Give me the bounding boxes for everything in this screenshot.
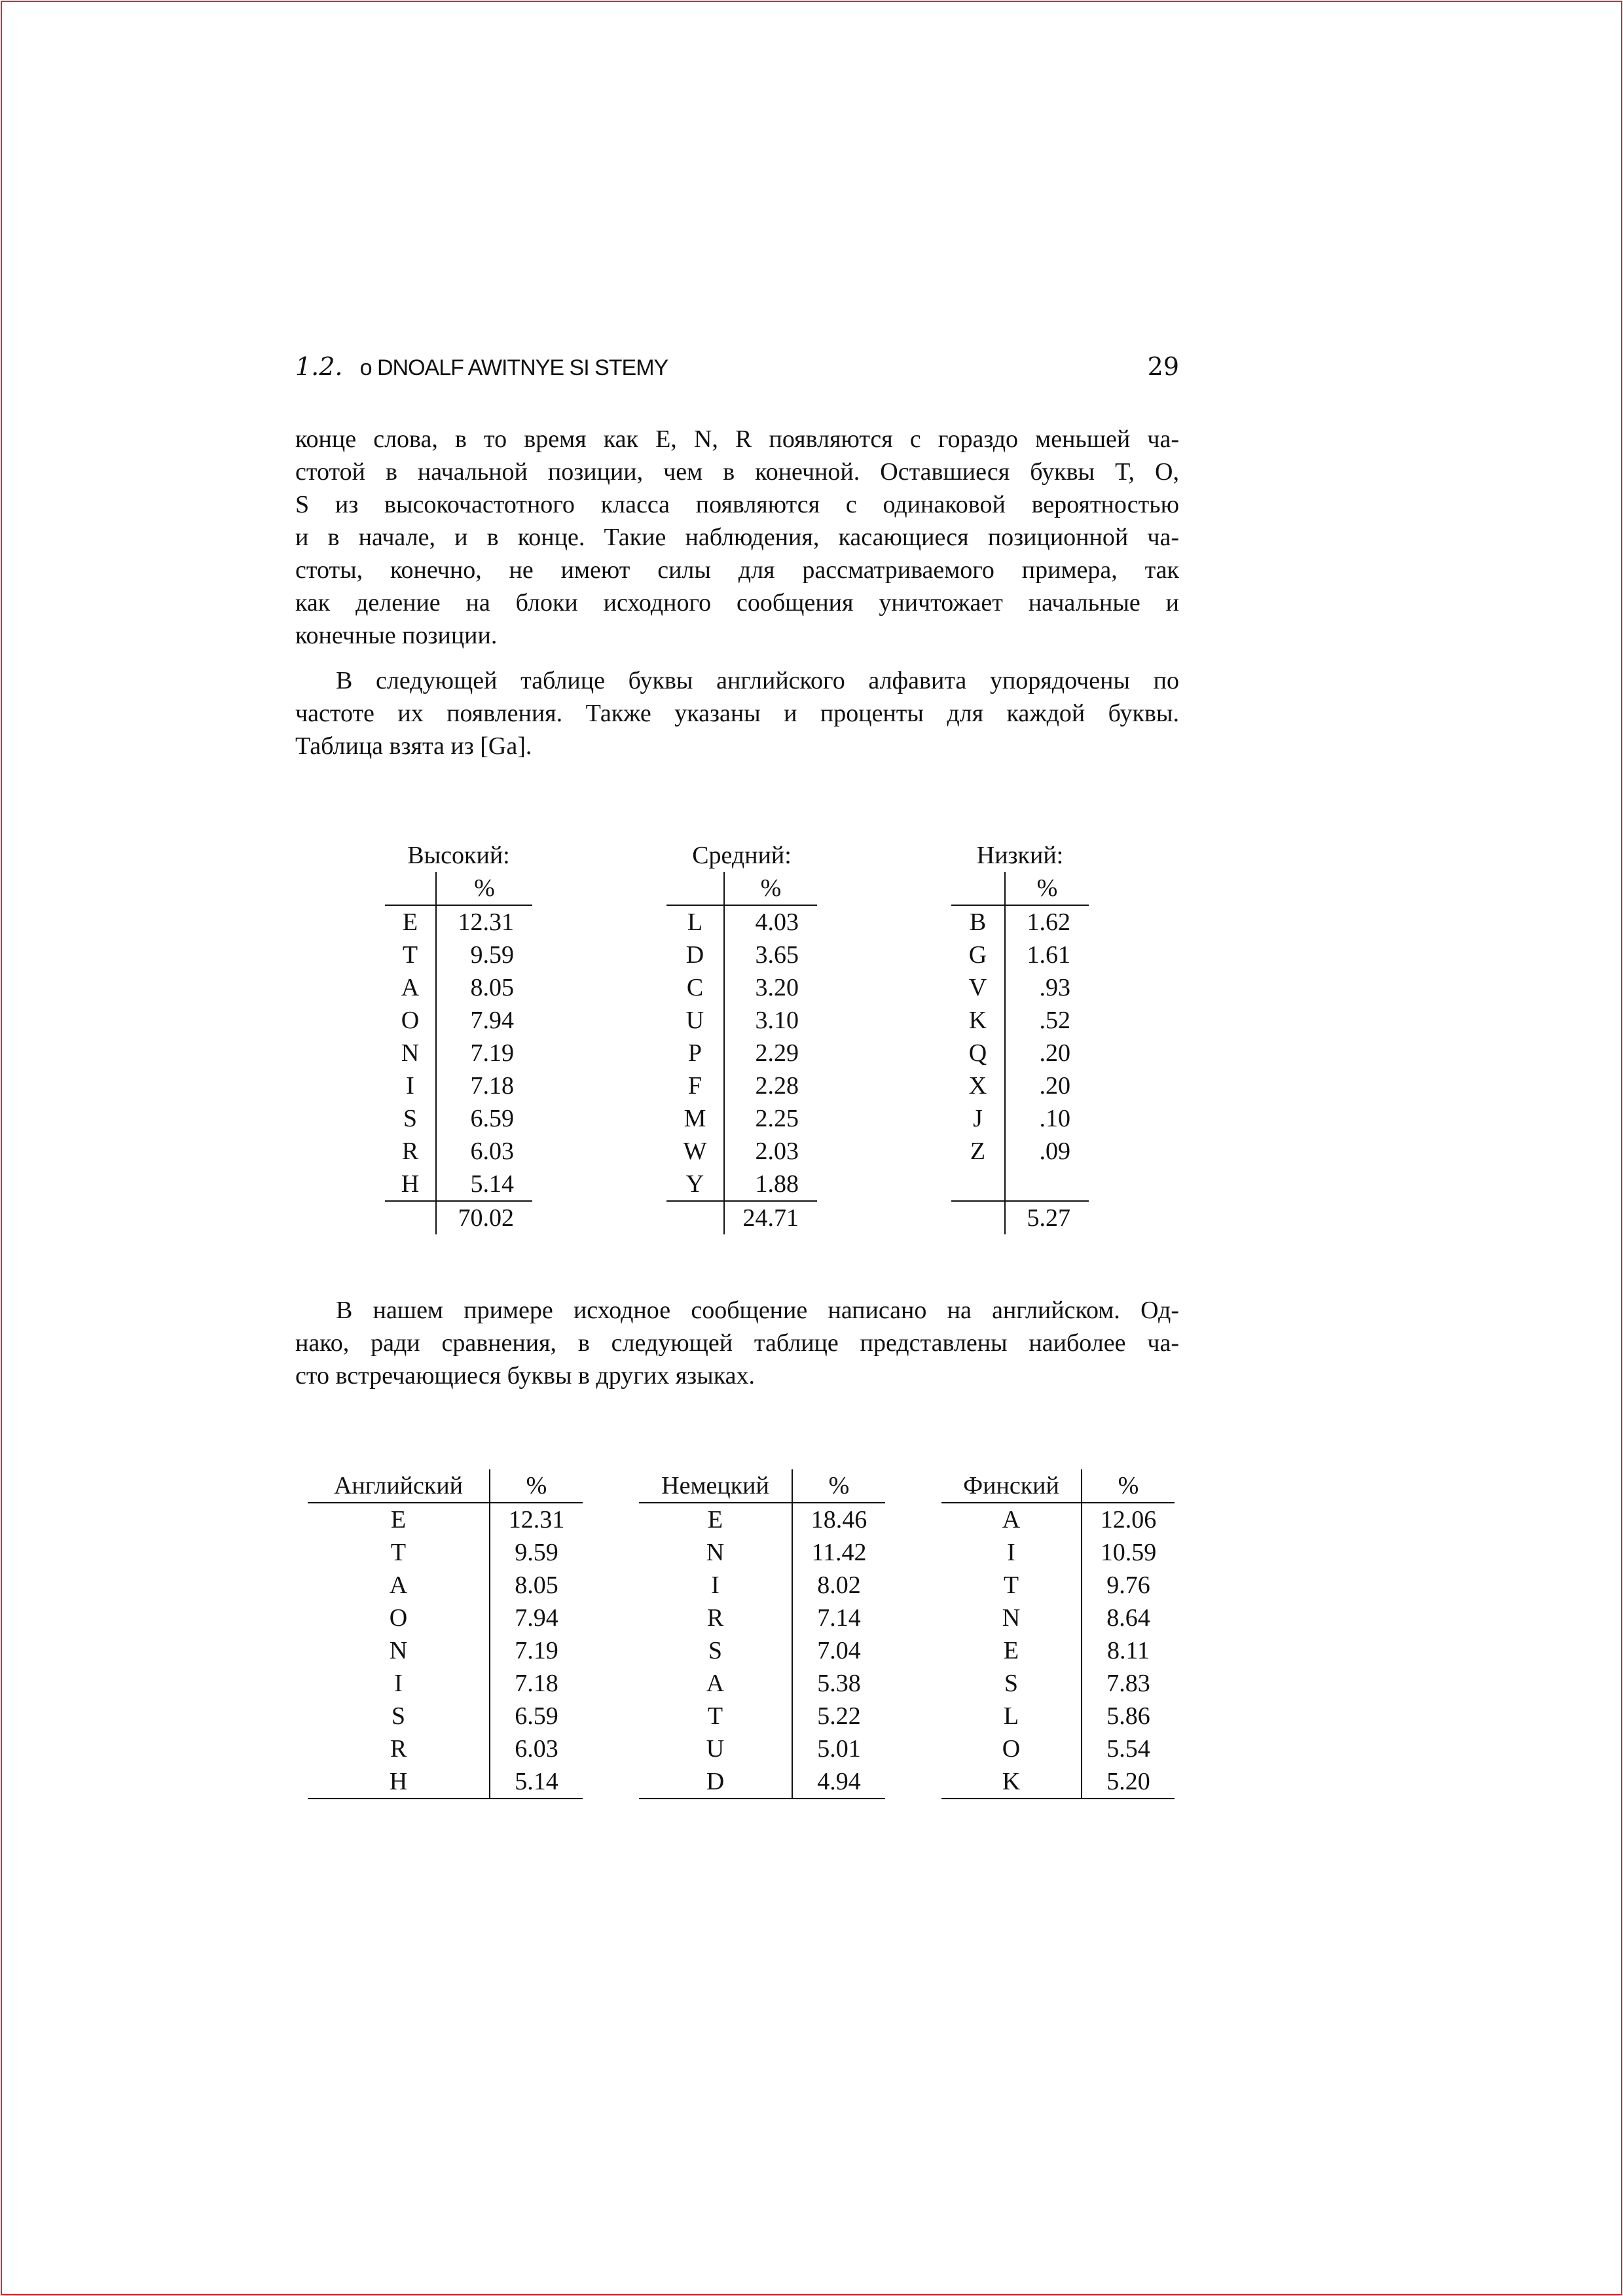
- letter-cell: N: [639, 1536, 792, 1569]
- letter-cell: R: [385, 1135, 436, 1168]
- value-cell: 11.42: [811, 1539, 867, 1566]
- table-row: [941, 1569, 1175, 1602]
- table-row: [639, 1602, 885, 1634]
- letter-cell: D: [639, 1765, 792, 1799]
- letter-cell: I: [385, 1069, 436, 1102]
- table-row: [639, 1569, 885, 1602]
- letter-cell: T: [308, 1536, 490, 1569]
- value-cell: 5.14: [436, 1168, 532, 1201]
- letter-cell: S: [639, 1634, 792, 1667]
- value-cell: 9.76: [1106, 1571, 1150, 1599]
- letter-cell: C: [666, 971, 724, 1004]
- table-row: [639, 1634, 885, 1667]
- letter-cell: L: [941, 1700, 1082, 1732]
- language-header: Финский: [941, 1469, 1082, 1503]
- table-row: [308, 1667, 583, 1700]
- paragraph-1: [295, 423, 1179, 652]
- value-cell: 12.31: [458, 908, 514, 936]
- table-row: [941, 1634, 1175, 1667]
- table-caption: Низкий:: [976, 842, 1064, 869]
- letter-cell: P: [666, 1037, 724, 1069]
- value-cell: 5.14: [490, 1765, 583, 1799]
- letter-cell: X: [951, 1069, 1005, 1102]
- value-cell: .20: [1039, 1039, 1070, 1067]
- value-cell: 7.94: [470, 1007, 514, 1034]
- percent-header: %: [724, 872, 817, 905]
- table-row: [639, 1765, 885, 1799]
- letter-cell: E: [385, 905, 436, 939]
- text-line: как деление на блоки исходного сообщения уничтожает начальные и: [295, 589, 1179, 617]
- letter-cell: H: [308, 1765, 490, 1799]
- value-cell: 2.25: [755, 1105, 799, 1132]
- value-cell: [1005, 1168, 1089, 1201]
- letter-cell: M: [666, 1102, 724, 1135]
- value-cell: 1.62: [1027, 908, 1070, 936]
- value-cell: 5.54: [1106, 1735, 1150, 1763]
- text-line: В нашем примере исходное сообщение написано на английском. Од-: [336, 1297, 1179, 1324]
- letter-cell: E: [308, 1503, 490, 1536]
- text-line: конечные позиции.: [295, 622, 498, 649]
- table-row: [308, 1634, 583, 1667]
- letter-cell: A: [639, 1667, 792, 1700]
- letter-cell: T: [385, 939, 436, 971]
- letter-cell: A: [308, 1569, 490, 1602]
- value-cell: 3.65: [755, 941, 799, 969]
- letter-cell: Z: [951, 1135, 1005, 1168]
- percent-header: %: [436, 872, 532, 905]
- table-row: [639, 1667, 885, 1700]
- value-cell: 4.94: [792, 1765, 885, 1799]
- letter-cell: K: [951, 1004, 1005, 1037]
- value-cell: 7.19: [470, 1039, 514, 1067]
- value-cell: 12.06: [1100, 1506, 1157, 1534]
- table-row: [639, 1503, 885, 1536]
- paragraph-2: [295, 664, 1179, 762]
- value-cell: 6.03: [470, 1138, 514, 1165]
- percent-header: %: [792, 1469, 885, 1503]
- letter-cell: N: [941, 1602, 1082, 1634]
- table-caption: Средний:: [692, 842, 792, 869]
- table-row: [639, 1536, 885, 1569]
- letter-cell: L: [666, 905, 724, 939]
- english-table: [308, 1469, 583, 1799]
- value-cell: 7.94: [515, 1604, 558, 1632]
- letter-cell: U: [639, 1732, 792, 1765]
- value-cell: 4.03: [755, 908, 799, 936]
- letter-cell: N: [385, 1037, 436, 1069]
- value-cell: 7.18: [515, 1670, 558, 1697]
- value-cell: 6.03: [515, 1735, 558, 1763]
- value-cell: 7.83: [1106, 1670, 1150, 1697]
- letter-cell: E: [639, 1503, 792, 1536]
- letter-cell: [951, 1168, 1005, 1201]
- value-cell: 7.18: [470, 1072, 514, 1100]
- letter-cell: G: [951, 939, 1005, 971]
- letter-cell: R: [308, 1732, 490, 1765]
- letter-cell: S: [385, 1102, 436, 1135]
- value-cell: 5.01: [817, 1735, 861, 1763]
- value-cell: 5.38: [817, 1670, 861, 1697]
- value-cell: 12.31: [508, 1506, 565, 1534]
- value-cell: .93: [1039, 974, 1070, 1001]
- value-cell: 6.59: [470, 1105, 514, 1132]
- letter-cell: Y: [666, 1168, 724, 1201]
- text-line: Таблица взята из [Ga].: [295, 732, 532, 760]
- value-cell: .09: [1039, 1138, 1070, 1165]
- table-row: [308, 1536, 583, 1569]
- letter-cell: H: [385, 1168, 436, 1201]
- value-cell: 8.05: [470, 974, 514, 1001]
- value-cell: 7.04: [817, 1637, 861, 1664]
- value-cell: 8.11: [1106, 1637, 1150, 1664]
- letter-cell: A: [941, 1503, 1082, 1536]
- table-row: [941, 1503, 1175, 1536]
- table-row: [308, 1700, 583, 1732]
- letter-cell: O: [385, 1004, 436, 1037]
- value-cell: 7.14: [817, 1604, 861, 1632]
- letter-cell: S: [941, 1667, 1082, 1700]
- value-cell: 1.88: [724, 1168, 817, 1201]
- letter-cell: I: [308, 1667, 490, 1700]
- table-row: [308, 1765, 583, 1799]
- letter-cell: T: [941, 1569, 1082, 1602]
- value-cell: 3.10: [755, 1007, 799, 1034]
- low-frequency-table: [951, 839, 1089, 1238]
- table-row: [941, 1536, 1175, 1569]
- letter-cell: F: [666, 1069, 724, 1102]
- letter-cell: A: [385, 971, 436, 1004]
- medium-frequency-table: [666, 839, 817, 1238]
- value-cell: 2.29: [755, 1039, 799, 1067]
- value-cell: 8.64: [1106, 1604, 1150, 1632]
- value-cell: 8.05: [515, 1571, 558, 1599]
- language-header: Английский: [308, 1469, 490, 1503]
- value-cell: 8.02: [817, 1571, 861, 1599]
- table-row: [941, 1700, 1175, 1732]
- value-cell: 9.59: [470, 941, 514, 969]
- letter-cell: J: [951, 1102, 1005, 1135]
- table-row: [639, 1732, 885, 1765]
- letter-cell: N: [308, 1634, 490, 1667]
- text-line: конце слова, в то время как E, N, R появляются с гораздо меньшей ча-: [295, 425, 1179, 453]
- text-line: сто встречающиеся буквы в других языках.: [295, 1362, 755, 1390]
- finnish-table: [941, 1469, 1175, 1799]
- text-line: нако, ради сравнения, в следующей таблице представлены наиболее ча-: [295, 1329, 1179, 1357]
- language-header: Немецкий: [639, 1469, 792, 1503]
- high-frequency-table: [385, 839, 532, 1238]
- text-line: частоте их появления. Также указаны и проценты для каждой буквы.: [295, 700, 1179, 727]
- letter-cell: U: [666, 1004, 724, 1037]
- value-cell: .52: [1039, 1007, 1070, 1034]
- running-header: [295, 352, 1179, 385]
- text-line: S из высокочастотного класса появляются с одинаковой вероятностью: [295, 491, 1179, 518]
- total-cell: 24.71: [742, 1204, 799, 1232]
- total-cell: 70.02: [458, 1204, 514, 1232]
- value-cell: 9.59: [515, 1539, 558, 1566]
- letter-cell: I: [639, 1569, 792, 1602]
- letter-cell: B: [951, 905, 1005, 939]
- value-cell: 1.61: [1027, 941, 1070, 969]
- percent-header: %: [490, 1469, 583, 1503]
- table-row: [941, 1732, 1175, 1765]
- text-line: В следующей таблице буквы английского алфавита упорядочены по: [336, 667, 1179, 694]
- letter-cell: V: [951, 971, 1005, 1004]
- value-cell: 5.86: [1106, 1702, 1150, 1730]
- value-cell: 10.59: [1100, 1539, 1157, 1566]
- text-line: стотой в начальной позиции, чем в конечной. Оставшиеся буквы T, O,: [295, 458, 1179, 486]
- table-row: [941, 1765, 1175, 1799]
- percent-header: %: [1005, 872, 1089, 905]
- text-line: и в начале, и в конце. Такие наблюдения, касающиеся позиционной ча-: [295, 524, 1179, 551]
- total-cell: 5.27: [1027, 1204, 1070, 1232]
- text-line: стоты, конечно, не имеют силы для рассматриваемого примера, так: [295, 556, 1179, 584]
- table-row: [941, 1602, 1175, 1634]
- letter-cell: D: [666, 939, 724, 971]
- paragraph-3: [295, 1294, 1179, 1392]
- letter-cell: W: [666, 1135, 724, 1168]
- percent-header: %: [1082, 1469, 1175, 1503]
- letter-cell: E: [941, 1634, 1082, 1667]
- value-cell: .10: [1039, 1105, 1070, 1132]
- table-row: [308, 1602, 583, 1634]
- page-number: 29: [1147, 352, 1179, 381]
- table-row: [308, 1503, 583, 1536]
- table-row: [941, 1667, 1175, 1700]
- value-cell: 3.20: [755, 974, 799, 1001]
- value-cell: 18.46: [811, 1506, 867, 1534]
- letter-cell: K: [941, 1765, 1082, 1799]
- letter-cell: I: [941, 1536, 1082, 1569]
- value-cell: .20: [1039, 1072, 1070, 1100]
- value-cell: 2.28: [755, 1072, 799, 1100]
- table-row: [639, 1700, 885, 1732]
- value-cell: 6.59: [515, 1702, 558, 1730]
- table-row: [308, 1732, 583, 1765]
- letter-cell: T: [639, 1700, 792, 1732]
- value-cell: 2.03: [755, 1138, 799, 1165]
- value-cell: 5.20: [1082, 1765, 1175, 1799]
- letter-cell: Q: [951, 1037, 1005, 1069]
- letter-cell: O: [941, 1732, 1082, 1765]
- section-title: o DNOALF AWITNYE SI STEMY: [359, 355, 668, 380]
- section-number: 1.2.: [295, 352, 343, 381]
- letter-cell: O: [308, 1602, 490, 1634]
- value-cell: 5.22: [817, 1702, 861, 1730]
- value-cell: 7.19: [515, 1637, 558, 1664]
- letter-cell: R: [639, 1602, 792, 1634]
- letter-cell: S: [308, 1700, 490, 1732]
- table-caption: Высокий:: [407, 842, 510, 869]
- table-row: [308, 1569, 583, 1602]
- german-table: [639, 1469, 885, 1799]
